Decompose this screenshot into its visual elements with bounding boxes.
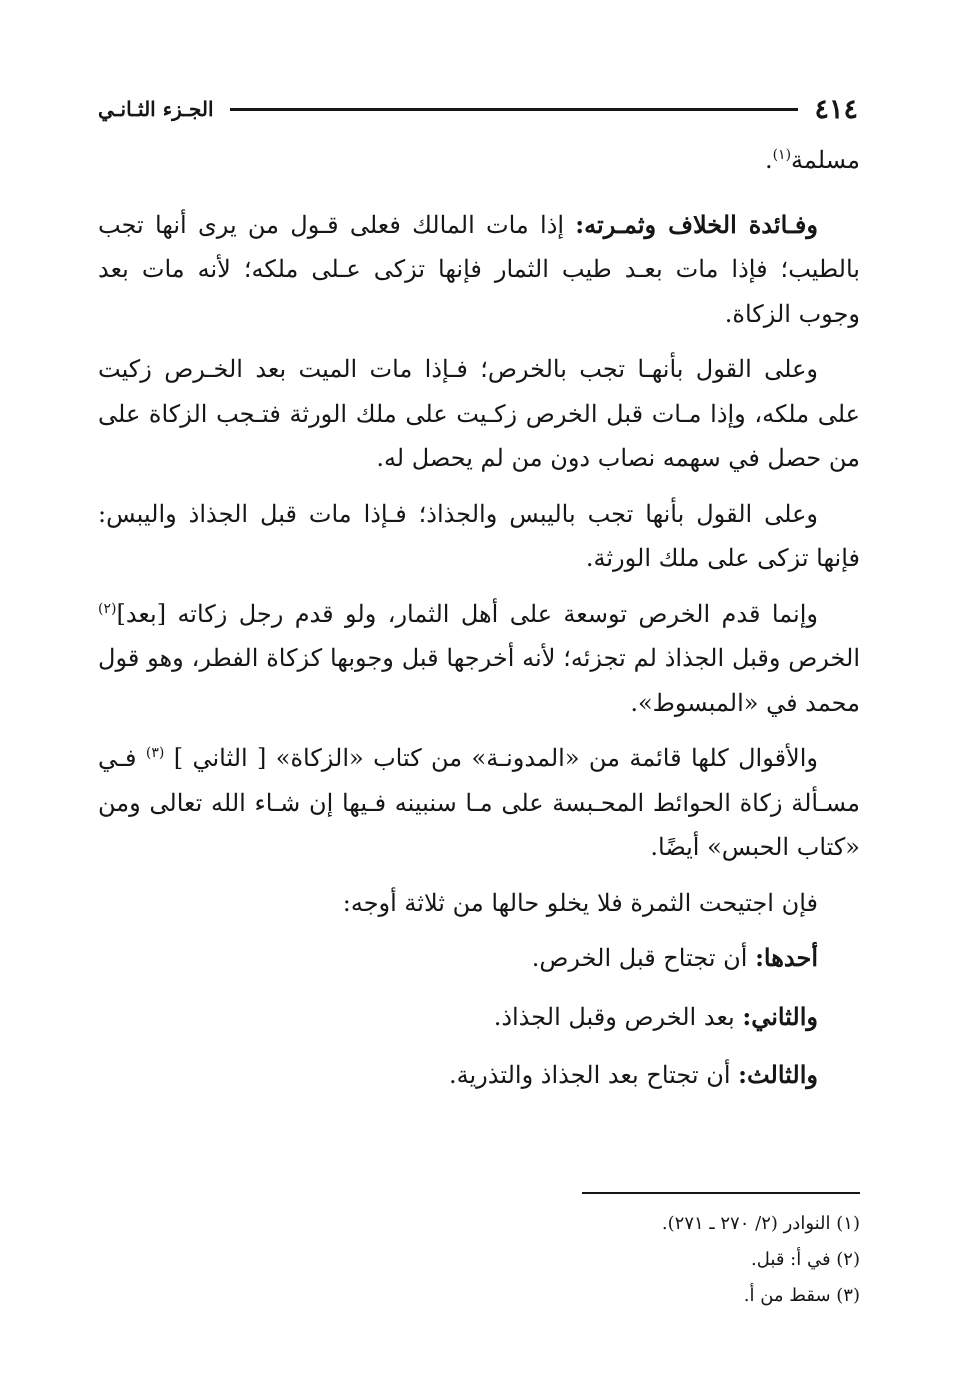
footnotes [98,1206,860,1314]
list-item-heading: والثالث: [738,1060,818,1089]
list-item-heading: أحدها: [755,943,818,972]
paragraph [98,592,860,726]
page-number: ٤١٤ [814,93,858,125]
paragraph-text: مسلمة [791,146,860,174]
list-item-text: أن تجتاح قبل الخرص. [531,944,756,972]
part-title: الجـزء الثـانـي [98,97,214,121]
list-item-text: بعد الخرص وقبل الجذاذ. [493,1002,743,1031]
paragraph [98,736,860,870]
paragraph-text: فإن اجتيحت الثمرة فلا يخلو حالها من ثلاثة أوجه: [342,888,818,917]
footnote: (٣) سقط من أ. [743,1285,860,1306]
paragraph-text: وعلى القول بأنها تجب باليبس والجذاذ؛ فـإذا مات قبل الجذاذ واليبس: فإنها تزكى على ملك الورثة. [98,499,860,572]
paragraph-text: والأقوال كلها قائمة من «المدونـة» من كتاب «الزكاة» [ الثاني ] [164,744,819,772]
footnote-separator [582,1192,860,1194]
paragraph-heading: وفـائدة الخلاف وثمـرته: [575,209,818,239]
footnote-ref: (٢) [98,600,117,617]
paragraph [98,138,860,183]
main-text [98,138,860,1112]
paragraph-text: إذا مات المالك فعلى قـول من يرى أنها تجب بالطيب؛ فإذا مات بعـد طيب الثمار فإنها تزكى عـلى ملكه؛ لأنه مات بعد وجوب الزكاة. [98,210,860,328]
footnote: (١) النوادر (٢/ ٢٧٠ ـ ٢٧١). [661,1213,860,1234]
header-rule [230,108,799,111]
paragraph [98,492,860,581]
paragraph [98,881,860,926]
list-item-text: أن تجتاح بعد الجذاذ والتذرية. [449,1061,739,1089]
paragraph-text: وعلى القول بأنهـا تجب بالخرص؛ فـإذا مات الميت بعد الخـرص زكيت على ملكه، وإذا مـات قبل الخرص زكـيت على ملك الورثة فتـجب الزكاة على من حصل في سهمه نصاب دون من لم يحصل له. [98,355,860,472]
paragraph-text: فـي مسـألة زكاة الحوائط المحـبسة على مـا سنبينه فـيها إن شـاء الله تعالى ومن «كتاب الحبس» أيضًا. [98,744,860,861]
footnote: (٢) في أ: قبل. [751,1249,860,1270]
list-item-heading: والثاني: [742,1001,818,1031]
list-item [98,995,860,1040]
paragraph-text: الخرص وقبل الجذاذ لم تجزئه؛ لأنه أخرجها قبل وجوبها كزكاة الفطر، وهو قول محمد في «المبسوط». [98,644,860,717]
list-item [98,936,860,981]
list-item [98,1053,860,1098]
paragraph-text: وإنما قدم الخرص توسعة على أهل الثمار، ولو قدم رجل زكاته [بعد] [116,599,818,628]
footnote-ref: (١) [772,147,792,163]
footnote-ref: (٣) [145,745,165,761]
paragraph-text: . [764,146,773,174]
page-header [98,86,858,132]
paragraph [98,203,860,337]
paragraph [98,347,860,481]
